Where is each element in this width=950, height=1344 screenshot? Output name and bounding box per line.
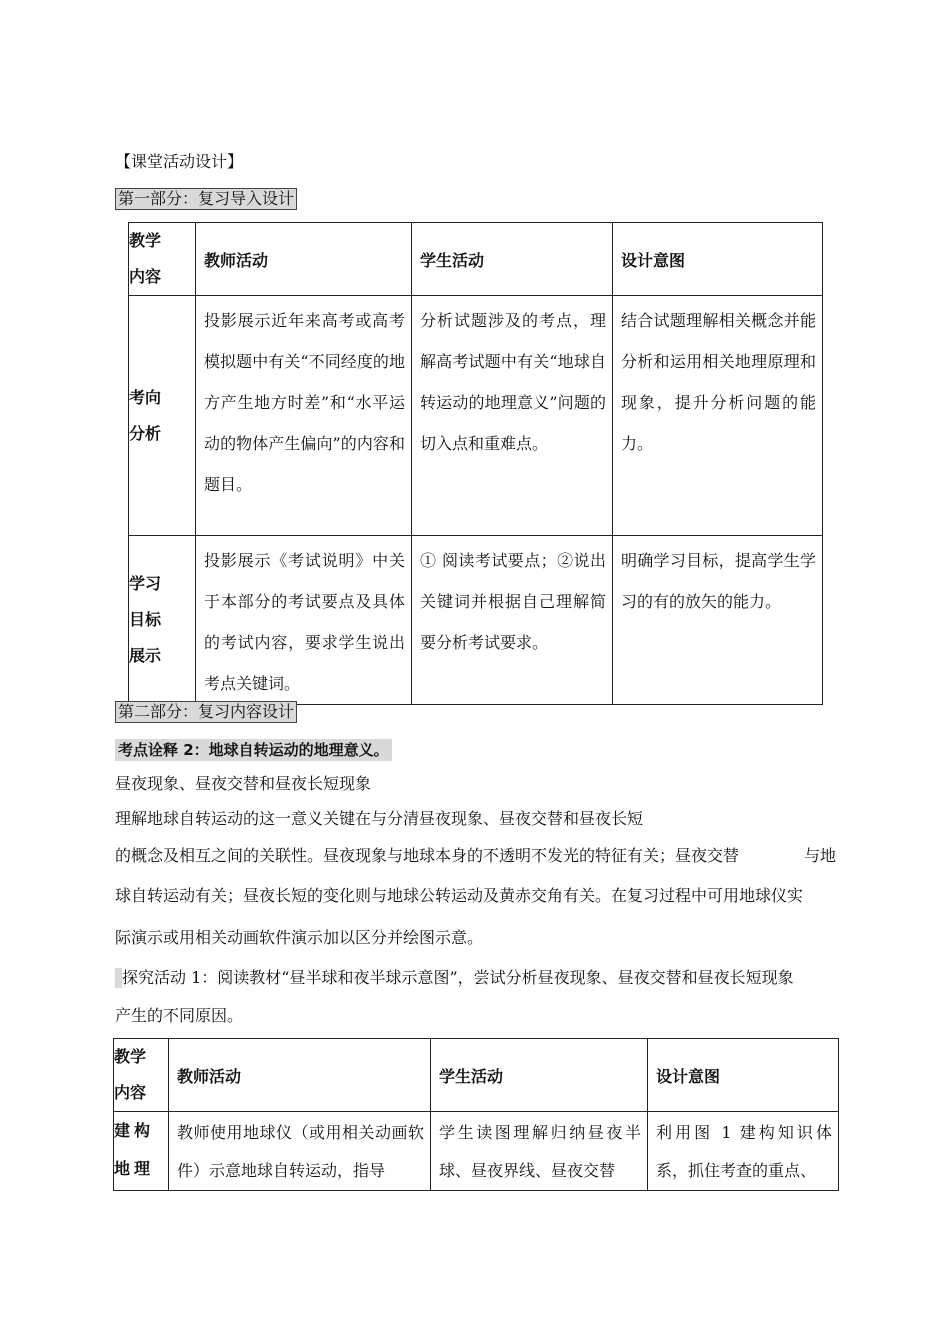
design-intent: 利用图 1 建构知识体系，抓住考查的重点、 xyxy=(648,1112,839,1191)
table-activity xyxy=(113,1038,839,1191)
table-row xyxy=(129,296,823,536)
header-content: 教学内容 xyxy=(129,223,196,296)
design-intent: 明确学习目标，提高学生学习的有的放矢的能力。 xyxy=(613,536,823,705)
teacher-activity: 投影展示《考试说明》中关于本部分的考试要点及具体的考试内容，要求学生说出考点关键词。 xyxy=(196,536,412,705)
header-student: 学生活动 xyxy=(412,223,613,296)
header-teacher: 教师活动 xyxy=(169,1039,431,1112)
paragraph-line: 球自转运动有关；昼夜长短的变化则与地球公转运动及黄赤交角有关。在复习过程中可用地球仪实 xyxy=(115,886,804,905)
header-intent: 设计意图 xyxy=(648,1039,839,1112)
subtitle: 昼夜现象、昼夜交替和昼夜长短现象 xyxy=(115,774,372,793)
header-content: 教学内容 xyxy=(114,1039,169,1112)
row-label: 学习目标展示 xyxy=(129,536,196,705)
table-header-row xyxy=(114,1039,839,1112)
student-activity: 分析试题涉及的考点，理解高考试题中有关“地球自转运动的地理意义”问题的切入点和重难点。 xyxy=(412,296,613,536)
header-intent: 设计意图 xyxy=(613,223,823,296)
part2-title: 第二部分：复习内容设计 xyxy=(115,701,297,723)
activity-line: 产生的不同原因。 xyxy=(115,1006,244,1025)
table-row xyxy=(114,1112,839,1191)
table-row xyxy=(129,536,823,705)
table-header-row xyxy=(129,223,823,296)
student-activity: ① 阅读考试要点；②说出关键词并根据自己理解简要分析考试要求。 xyxy=(412,536,613,705)
student-activity: 学生读图理解归纳昼夜半球、昼夜界线、昼夜交替 xyxy=(431,1112,648,1191)
header-teacher: 教师活动 xyxy=(196,223,412,296)
paragraph-line: 理解地球自转运动的这一意义关键在与分清昼夜现象、昼夜交替和昼夜长短 xyxy=(115,809,644,828)
activity-marker xyxy=(115,968,122,988)
row-label: 建构地理 xyxy=(114,1112,169,1191)
header-student: 学生活动 xyxy=(431,1039,648,1112)
paragraph-line: 的概念及相互之间的关联性。昼夜现象与地球本身的不透明不发光的特征有关；昼夜交替 xyxy=(115,846,740,865)
teacher-activity: 教师使用地球仪（或用相关动画软件）示意地球自转运动，指导 xyxy=(169,1112,431,1191)
table-review-intro xyxy=(128,222,823,705)
paragraph-line-right: 与地 xyxy=(804,846,837,865)
paragraph-line: 际演示或用相关动画软件演示加以区分并绘图示意。 xyxy=(115,928,484,947)
design-intent: 结合试题理解相关概念并能分析和运用相关地理原理和现象，提升分析问题的能力。 xyxy=(613,296,823,536)
row-label: 考向分析 xyxy=(129,296,196,536)
teacher-activity: 投影展示近年来高考或高考模拟题中有关“不同经度的地方产生地方时差”和“水平运动的物体产生偏向”的内容和题目。 xyxy=(196,296,412,536)
activity-line: 探究活动 1：阅读教材“昼半球和夜半球示意图”，尝试分析昼夜现象、昼夜交替和昼夜长短现象 xyxy=(122,968,794,987)
part1-title: 第一部分：复习导入设计 xyxy=(115,188,297,210)
section-title: 【课堂活动设计】 xyxy=(115,152,244,171)
kaodian-title: 考点诠释 2：地球自转运动的地理意义。 xyxy=(115,739,392,761)
